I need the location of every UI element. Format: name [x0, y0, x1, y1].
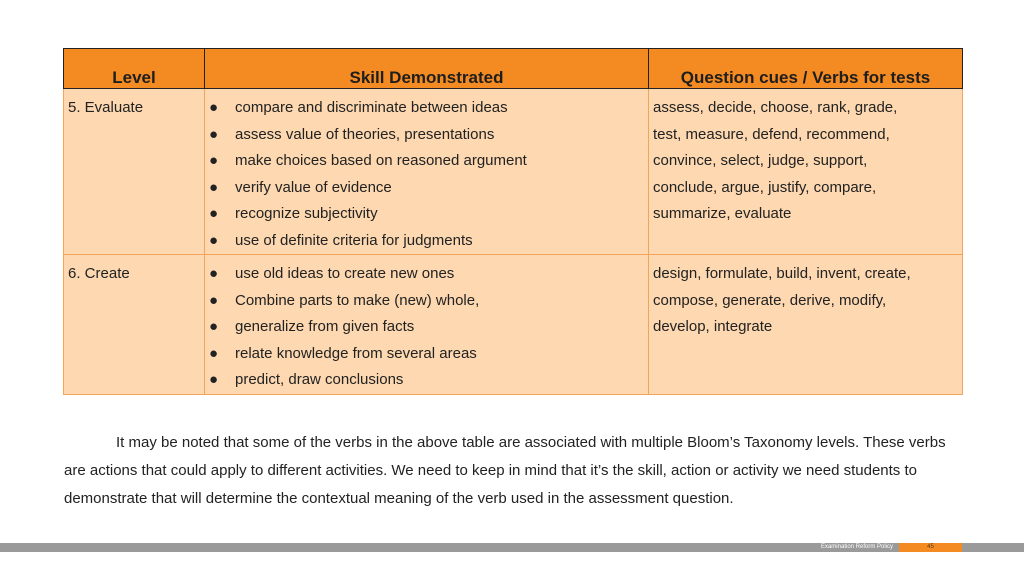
- skills-cell: [205, 255, 649, 395]
- verb-line: summarize, evaluate: [653, 205, 792, 222]
- skill-item: [209, 95, 644, 122]
- bullet-icon: ●: [209, 99, 219, 116]
- skill-item: [209, 261, 644, 288]
- skill-text: use of definite criteria for judgments: [235, 231, 473, 249]
- skill-item: [209, 175, 644, 202]
- skill-list: [209, 95, 644, 254]
- skill-text: verify value of evidence: [235, 178, 392, 196]
- skill-item: [209, 148, 644, 175]
- bloom-taxonomy-table: [63, 48, 963, 395]
- skill-text: relate knowledge from several areas: [235, 344, 477, 362]
- verb-line: convince, select, judge, support,: [653, 152, 868, 169]
- verbs-cell: [649, 89, 963, 255]
- header-question-cues: Question cues / Verbs for tests: [649, 49, 963, 89]
- verb-line: conclude, argue, justify, compare,: [653, 178, 877, 196]
- verbs-cell: [649, 255, 963, 395]
- bullet-icon: ●: [209, 265, 219, 282]
- skill-item: [209, 341, 644, 368]
- skill-item: [209, 314, 644, 341]
- bullet-icon: ●: [209, 205, 219, 222]
- header-skill-demonstrated: Skill Demonstrated: [205, 49, 649, 89]
- verb-line: assess, decide, choose, rank, grade,: [653, 99, 898, 116]
- skill-text: assess value of theories, presentations: [235, 125, 495, 143]
- skill-item: [209, 367, 644, 394]
- skill-text: predict, draw conclusions: [235, 371, 404, 388]
- verb-line: develop, integrate: [653, 318, 773, 335]
- skill-list: [209, 261, 644, 394]
- table-header-row: [64, 49, 963, 89]
- bullet-icon: ●: [209, 125, 219, 143]
- level-cell: 6. Create: [64, 255, 205, 395]
- verb-line: design, formulate, build, invent, create,: [653, 265, 911, 282]
- skill-text: Combine parts to make (new) whole,: [235, 291, 480, 309]
- explanatory-paragraph: [64, 429, 954, 513]
- skill-text: make choices based on reasoned argument: [235, 152, 527, 169]
- skill-item: [209, 228, 644, 255]
- skill-item: [209, 201, 644, 228]
- bullet-icon: ●: [209, 231, 219, 249]
- bullet-icon: ●: [209, 344, 219, 362]
- bullet-icon: ●: [209, 291, 219, 309]
- level-cell: 5. Evaluate: [64, 89, 205, 255]
- bullet-icon: ●: [209, 318, 219, 335]
- skills-cell: [205, 89, 649, 255]
- bullet-icon: ●: [209, 371, 219, 388]
- page-number: 45: [899, 543, 962, 552]
- paragraph-text: It may be noted that some of the verbs in the above table are associated with multiple Bloom’s Taxonomy levels. These verbs are actions that could apply to different activities. We need to keep in mind that it’s the skill, action or activity we need students to demonstrate that will determine the contextual meaning of the verb used in the assessment question.: [64, 434, 946, 507]
- skill-text: use old ideas to create new ones: [235, 265, 455, 282]
- skill-text: generalize from given facts: [235, 318, 415, 335]
- skill-item: [209, 122, 644, 149]
- header-level: Level: [64, 49, 205, 89]
- skill-text: recognize subjectivity: [235, 205, 378, 222]
- skill-text: compare and discriminate between ideas: [235, 99, 508, 116]
- footer-title: Examination Reform Policy: [820, 544, 893, 550]
- bullet-icon: ●: [209, 152, 219, 169]
- verb-line: test, measure, defend, recommend,: [653, 125, 890, 143]
- bullet-icon: ●: [209, 178, 219, 196]
- skill-item: [209, 288, 644, 315]
- table-row-create: [64, 255, 963, 395]
- verb-line: compose, generate, derive, modify,: [653, 291, 887, 309]
- table-row-evaluate: [64, 89, 963, 255]
- footer-bar: [0, 543, 1024, 552]
